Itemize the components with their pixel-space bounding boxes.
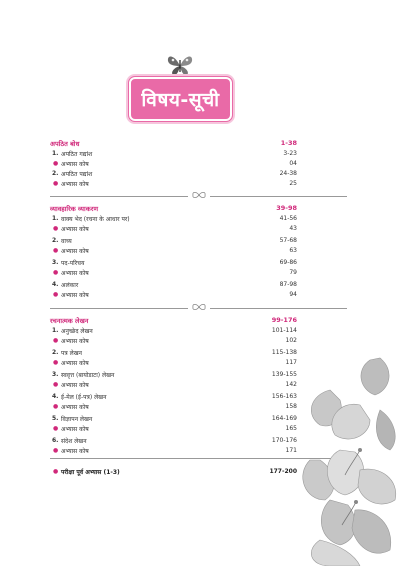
item-label: अभ्यास कोष <box>61 426 89 433</box>
hibiscus-flower-image <box>300 350 400 566</box>
toc-subitem[interactable] <box>50 402 297 412</box>
toc-item[interactable] <box>50 214 297 224</box>
item-pages: 165 <box>285 425 297 432</box>
item-pages: 69-86 <box>279 259 297 266</box>
bullet-icon: ● <box>53 447 59 454</box>
item-label: अभ्यास कोष <box>61 404 89 411</box>
item-label: अभ्यास कोष <box>61 382 89 389</box>
page-title: विषय-सूची <box>141 89 220 111</box>
butterfly-icon <box>165 55 195 77</box>
item-pages: 158 <box>285 403 297 410</box>
item-pages: 24-38 <box>279 170 297 177</box>
item-pages: 63 <box>289 247 297 254</box>
item-pages: 164-169 <box>271 415 297 422</box>
item-pages: 156-163 <box>271 393 297 400</box>
bullet-icon: ● <box>53 180 59 187</box>
ornament-icon <box>191 303 207 311</box>
item-pages: 57-68 <box>279 237 297 244</box>
toc-item[interactable] <box>50 436 297 446</box>
bullet-icon: ● <box>53 381 59 388</box>
item-pages: 43 <box>289 225 297 232</box>
item-number: 3. <box>52 259 59 266</box>
item-pages: 117 <box>285 359 297 366</box>
section-pages: 39-98 <box>276 204 297 212</box>
bullet-icon: ● <box>53 425 59 432</box>
item-label: पत्र लेखन <box>61 350 82 357</box>
item-pages: 177-200 <box>269 468 297 475</box>
item-label: अपठित गद्यांश <box>61 151 93 158</box>
item-label: स्ववृत्त (बायोडाटा) लेखन <box>61 372 115 379</box>
toc-subitem[interactable] <box>50 224 297 234</box>
toc-subitem[interactable] <box>50 246 297 256</box>
bullet-icon: ● <box>53 225 59 232</box>
item-label: अभ्यास कोष <box>61 226 89 233</box>
section-title: अपठित बोध <box>50 140 80 148</box>
toc-subitem[interactable] <box>50 290 297 300</box>
section-heading <box>50 204 297 214</box>
item-pages: 139-155 <box>271 371 297 378</box>
toc-item[interactable] <box>50 149 297 159</box>
item-pages: 102 <box>285 337 297 344</box>
item-label: अभ्यास कोष <box>61 448 89 455</box>
item-number: 1. <box>52 215 59 222</box>
item-label: वाच्य <box>61 238 72 245</box>
toc-subitem[interactable] <box>50 159 297 169</box>
section-title: व्यावहारिक व्याकरण <box>50 205 99 213</box>
section-vyavaharik-vyakaran <box>50 204 297 300</box>
item-label: अभ्यास कोष <box>61 270 89 277</box>
item-number: 2. <box>52 349 59 356</box>
item-pages: 170-176 <box>271 437 297 444</box>
bullet-icon: ● <box>53 269 59 276</box>
item-pages: 3-23 <box>283 150 297 157</box>
section-title: रचनात्मक लेखन <box>50 317 89 325</box>
item-number: 3. <box>52 371 59 378</box>
toc-item[interactable] <box>50 258 297 268</box>
item-pages: 04 <box>289 160 297 167</box>
bullet-icon: ● <box>53 247 59 254</box>
item-pages: 79 <box>289 269 297 276</box>
item-label: विज्ञापन लेखन <box>61 416 93 423</box>
item-label: पद-परिचय <box>61 260 85 267</box>
toc-item[interactable] <box>50 236 297 246</box>
section-divider <box>50 193 347 199</box>
item-pages: 25 <box>289 180 297 187</box>
section-pages: 99-176 <box>271 316 297 324</box>
section-heading <box>50 139 297 149</box>
title-box <box>129 77 232 121</box>
item-number: 4. <box>52 281 59 288</box>
toc-final-item[interactable] <box>50 467 297 477</box>
toc-subitem[interactable] <box>50 268 297 278</box>
item-pages: 115-138 <box>271 349 297 356</box>
item-label: ई-मेल (ई-पत्र) लेखन <box>61 394 107 401</box>
toc-subitem[interactable] <box>50 358 297 368</box>
item-number: 2. <box>52 237 59 244</box>
bullet-icon: ● <box>53 403 59 410</box>
item-number: 6. <box>52 437 59 444</box>
bullet-icon: ● <box>53 359 59 366</box>
item-pages: 41-56 <box>279 215 297 222</box>
toc-item[interactable] <box>50 370 297 380</box>
item-label: अभ्यास कोष <box>61 360 89 367</box>
section-pages: 1-38 <box>280 139 297 147</box>
toc-item[interactable] <box>50 414 297 424</box>
section-divider <box>50 305 347 311</box>
toc-item[interactable] <box>50 392 297 402</box>
item-label: अभ्यास कोष <box>61 338 89 345</box>
item-label: अलंकार <box>61 282 79 289</box>
title-block <box>129 55 230 121</box>
item-number: 2. <box>52 170 59 177</box>
item-label: अभ्यास कोष <box>61 292 89 299</box>
toc-item[interactable] <box>50 169 297 179</box>
item-pages: 94 <box>289 291 297 298</box>
section-rachnatmak-lekhan <box>50 316 297 456</box>
item-number: 4. <box>52 393 59 400</box>
item-number: 5. <box>52 415 59 422</box>
item-label: अनुच्छेद लेखन <box>61 328 93 335</box>
item-pages: 142 <box>285 381 297 388</box>
toc-subitem[interactable] <box>50 380 297 390</box>
item-label: परीक्षा पूर्व अभ्यास (1-3) <box>61 469 120 476</box>
item-label: अभ्यास कोष <box>61 248 89 255</box>
item-label: अपठित पद्यांश <box>61 171 93 178</box>
toc-subitem[interactable] <box>50 424 297 434</box>
toc-subitem[interactable] <box>50 336 297 346</box>
toc-item[interactable] <box>50 348 297 358</box>
item-number: 1. <box>52 150 59 157</box>
item-pages: 87-98 <box>279 281 297 288</box>
section-heading <box>50 316 297 326</box>
toc-item[interactable] <box>50 280 297 290</box>
toc-subitem[interactable] <box>50 179 297 189</box>
bullet-icon: ● <box>53 468 59 475</box>
item-label: अभ्यास कोष <box>61 161 89 168</box>
section-apathit-bodh <box>50 139 297 189</box>
item-label: संदेश लेखन <box>61 438 87 445</box>
bullet-icon: ● <box>53 160 59 167</box>
item-pages: 101-114 <box>271 327 297 334</box>
item-label: अभ्यास कोष <box>61 181 89 188</box>
item-label: वाक्य भेद (रचना के आधार पर) <box>61 216 130 223</box>
bullet-icon: ● <box>53 291 59 298</box>
toc-item[interactable] <box>50 326 297 336</box>
item-pages: 171 <box>285 447 297 454</box>
bullet-icon: ● <box>53 337 59 344</box>
ornament-icon <box>191 191 207 199</box>
item-number: 1. <box>52 327 59 334</box>
